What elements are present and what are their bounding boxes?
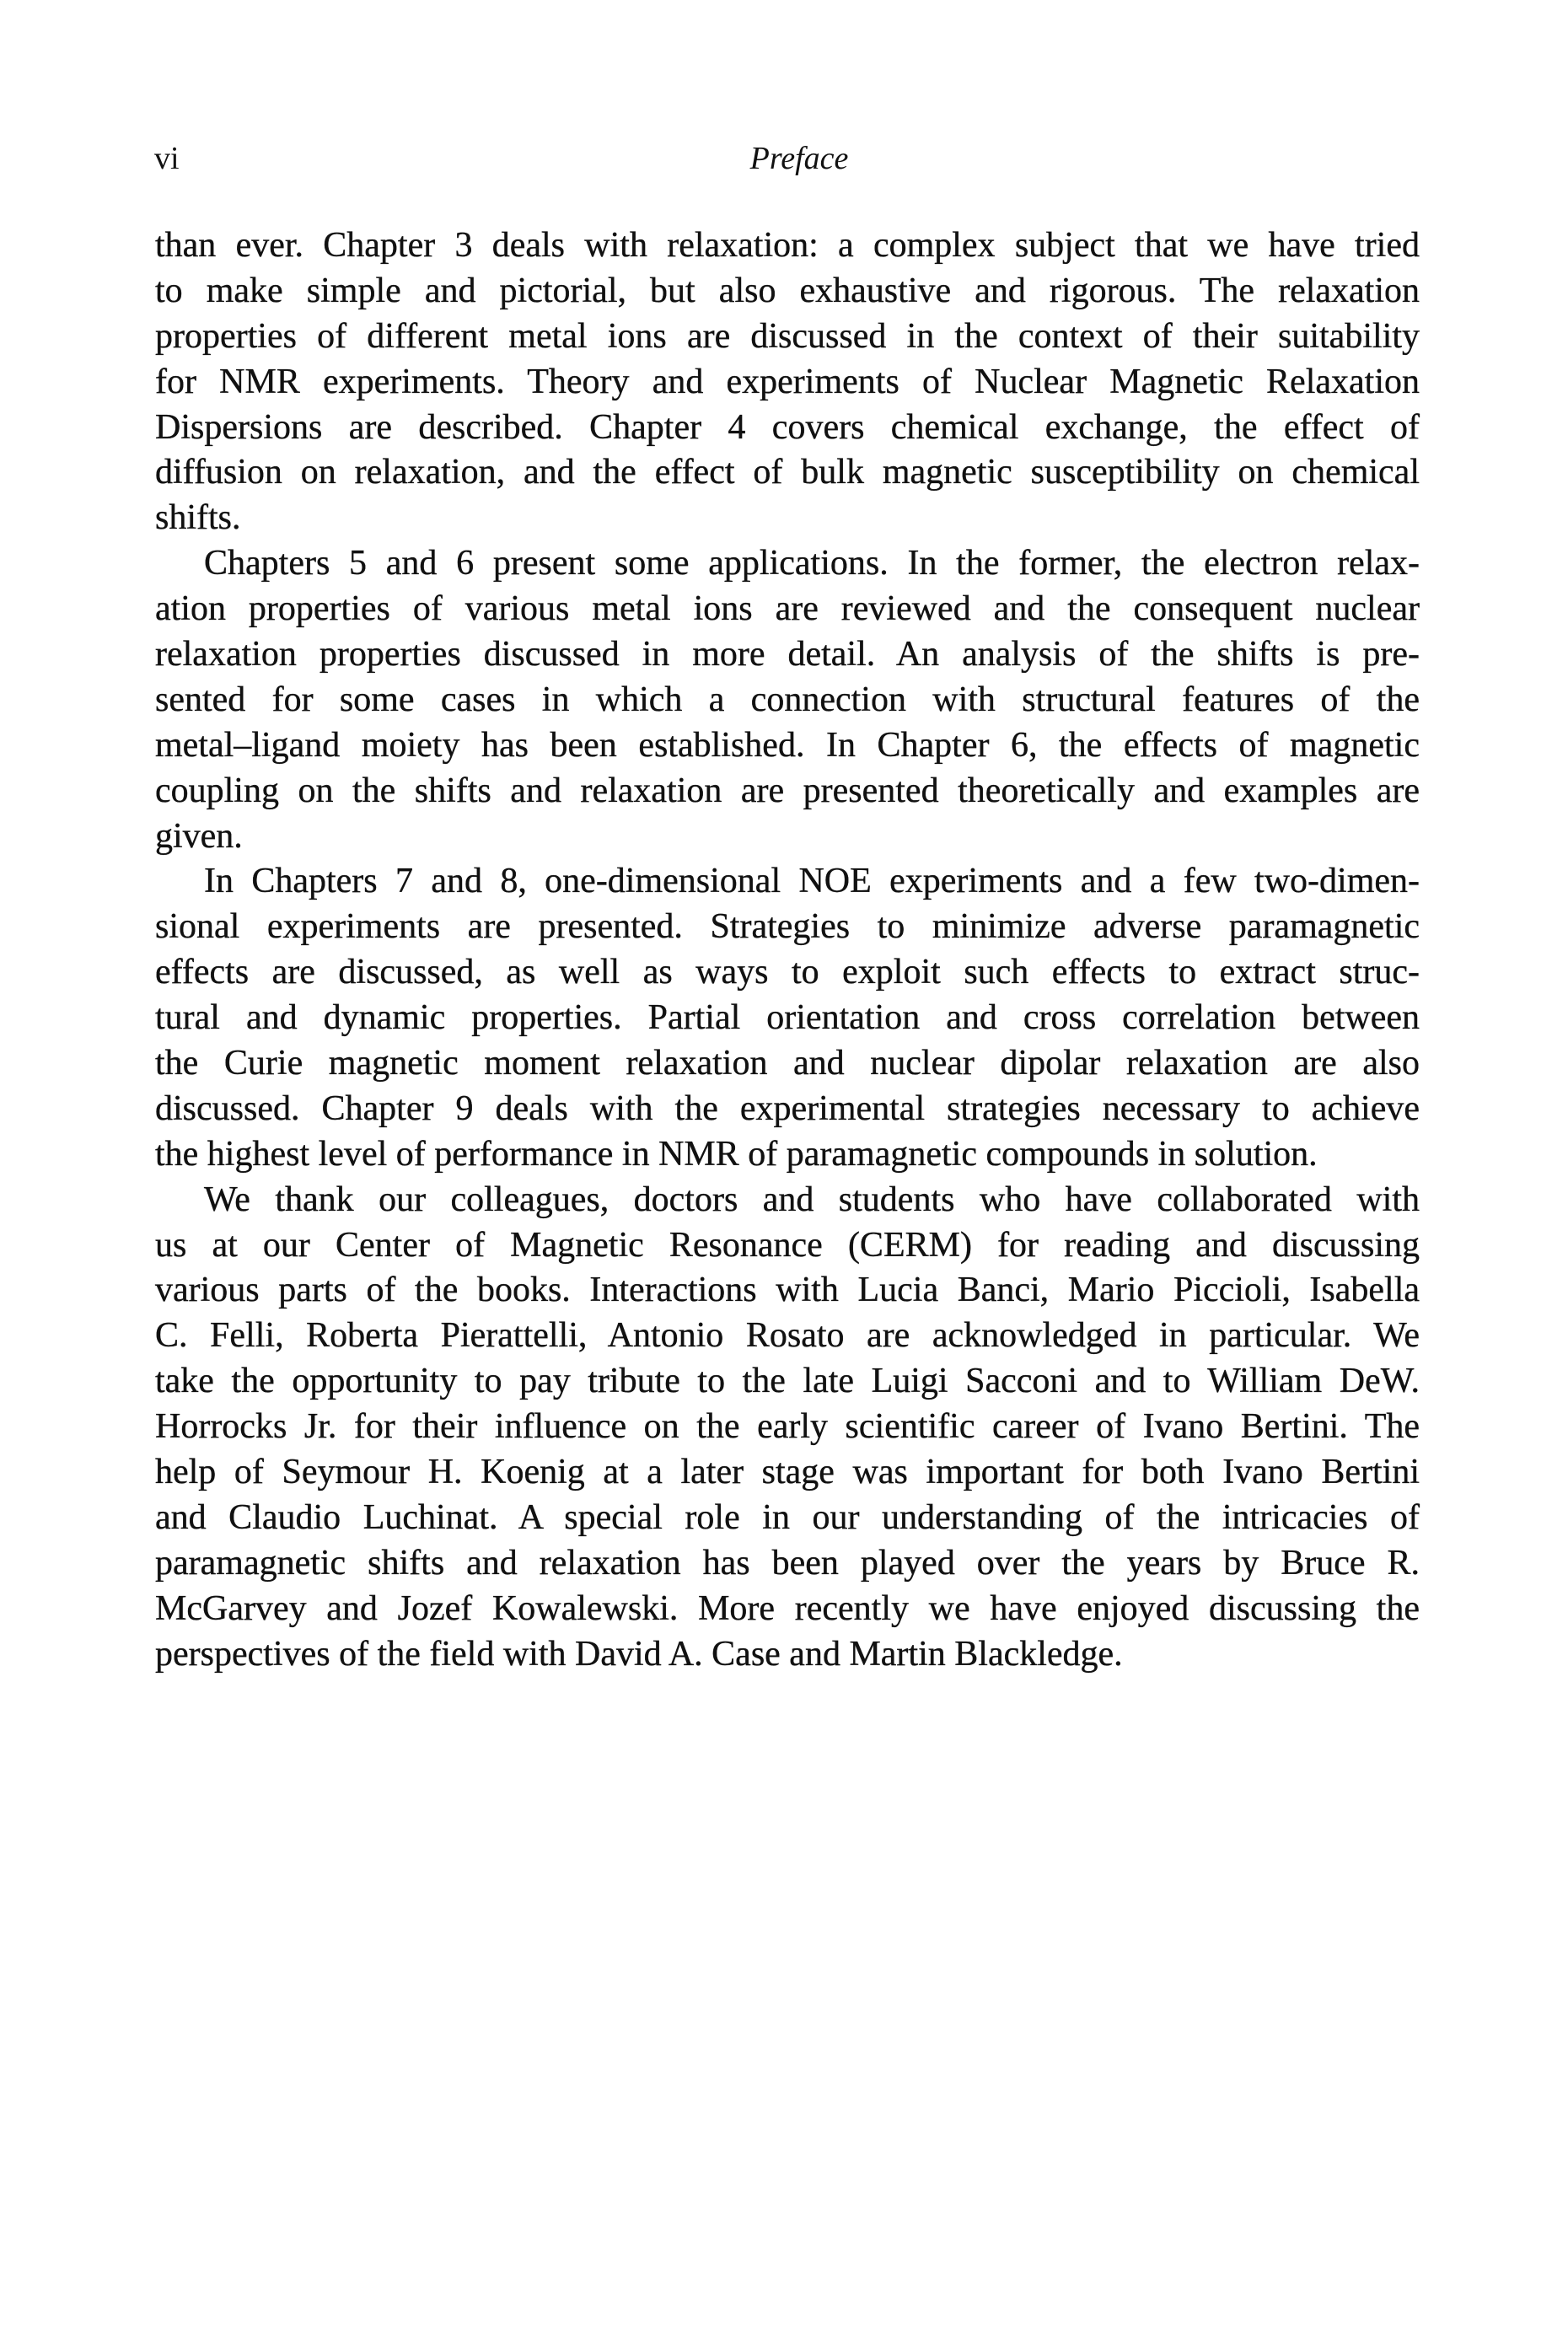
preface-body <box>155 223 1420 1678</box>
text-line: take the opportunity to pay tribute to the late Luigi Sacconi and to William DeW. <box>155 1362 1420 1401</box>
text-line: and Claudio Luchinat. A special role in our understanding of the intricacies of <box>155 1497 1420 1537</box>
text-line: McGarvey and Jozef Kowalewski. More recently we have enjoyed discussing the <box>155 1588 1420 1628</box>
paragraph <box>155 1178 1420 1678</box>
paragraph <box>155 541 1420 859</box>
page-number: vi <box>154 141 180 176</box>
text-line: us at our Center of Magnetic Resonance (CERM) for reading and discussing <box>155 1225 1420 1265</box>
text-line: sented for some cases in which a connection with structural features of the <box>155 680 1420 719</box>
text-line: relaxation properties discussed in more detail. An analysis of the shifts is pre- <box>155 635 1420 674</box>
text-line: In Chapters 7 and 8, one-dimensional NOE experiments and a few two-dimen- <box>204 862 1420 901</box>
running-head-title: Preface <box>749 141 849 176</box>
text-line: Dispersions are described. Chapter 4 covers chemical exchange, the effect of <box>155 407 1420 447</box>
text-line: ation properties of various metal ions are reviewed and the consequent nuclear <box>155 589 1420 629</box>
text-line: coupling on the shifts and relaxation are presented theoretically and examples are <box>155 771 1420 810</box>
paragraph <box>155 223 1420 541</box>
text-line: Horrocks Jr. for their influence on the early scientific career of Ivano Bertini. The <box>155 1407 1420 1447</box>
text-line: effects are discussed, as well as ways to exploit such effects to extract struc- <box>155 953 1420 992</box>
text-line: for NMR experiments. Theory and experiments of Nuclear Magnetic Relaxation <box>155 362 1420 401</box>
running-head <box>154 138 1419 179</box>
text-line: shifts. <box>155 498 241 538</box>
text-line: Chapters 5 and 6 present some applications. In the former, the electron relax- <box>204 544 1420 583</box>
text-line: We thank our colleagues, doctors and students who have collaborated with <box>204 1180 1420 1219</box>
text-line: the highest level of performance in NMR of paramagnetic compounds in solution. <box>155 1134 1318 1174</box>
text-line: paramagnetic shifts and relaxation has been played over the years by Bruce R. <box>155 1543 1420 1583</box>
text-line: C. Felli, Roberta Pierattelli, Antonio Rosato are acknowledged in particular. We <box>155 1316 1420 1356</box>
text-line: perspectives of the field with David A. Case and Martin Blackledge. <box>155 1634 1123 1674</box>
text-line: the Curie magnetic moment relaxation and nuclear dipolar relaxation are also <box>155 1044 1420 1083</box>
text-line: diffusion on relaxation, and the effect of bulk magnetic susceptibility on chemical <box>155 453 1420 492</box>
text-line: help of Seymour H. Koenig at a later stage was important for both Ivano Bertini <box>155 1453 1420 1492</box>
text-line: various parts of the books. Interactions with Lucia Banci, Mario Piccioli, Isabella <box>155 1271 1420 1310</box>
text-line: discussed. Chapter 9 deals with the experimental strategies necessary to achieve <box>155 1088 1420 1128</box>
text-line: sional experiments are presented. Strategies to minimize adverse paramagnetic <box>155 907 1420 947</box>
text-line: properties of different metal ions are discussed in the context of their suitability <box>155 316 1420 356</box>
text-line: tural and dynamic properties. Partial orientation and cross correlation between <box>155 998 1420 1038</box>
paragraph <box>155 859 1420 1177</box>
text-line: given. <box>155 816 243 856</box>
text-line: to make simple and pictorial, but also exhaustive and rigorous. The relaxation <box>155 271 1420 310</box>
text-line: metal–ligand moiety has been established. In Chapter 6, the effects of magnetic <box>155 725 1420 765</box>
text-line: than ever. Chapter 3 deals with relaxation: a complex subject that we have tried <box>155 226 1420 265</box>
